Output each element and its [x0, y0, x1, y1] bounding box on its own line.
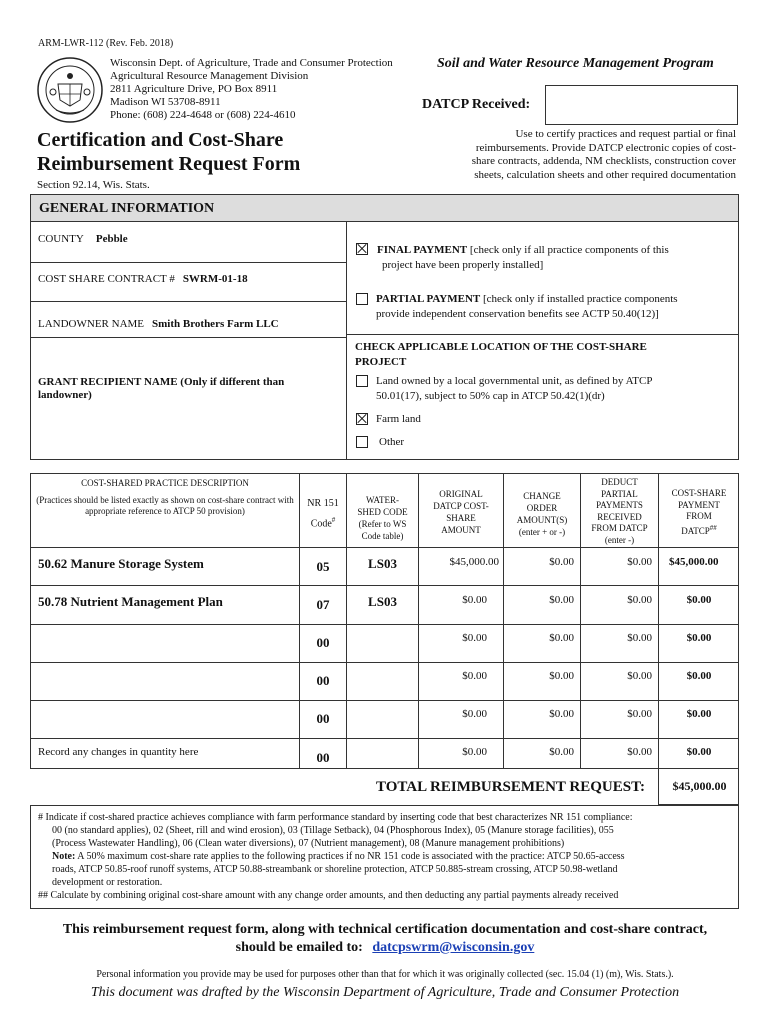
row-payment: $0.00	[686, 594, 712, 606]
row-change-order[interactable]: $0.00	[549, 594, 574, 606]
agency-address1: 2811 Agriculture Drive, PO Box 8911	[110, 83, 278, 95]
row-original[interactable]: $0.00	[462, 708, 487, 720]
email-link[interactable]: datcpswrm@wisconsin.gov	[372, 940, 535, 955]
privacy-notice: Personal information you provide may be used for purposes other than that for which it was originally collected (sec. 15.04 (1) (m), Wis. Stats.).	[96, 969, 674, 980]
form-title-line1: Certification and Cost-Share	[37, 129, 284, 151]
row-payment: $0.00	[686, 746, 712, 758]
agency-division: Agricultural Resource Management Division	[110, 70, 309, 82]
row-deduct[interactable]: $0.00	[627, 746, 652, 758]
farm-land-label: Farm land	[376, 413, 421, 425]
row-deduct[interactable]: $0.00	[627, 594, 652, 606]
total-value: $45,000.00	[672, 779, 727, 793]
row-nr151[interactable]: 07	[316, 597, 330, 612]
final-payment-label-2: project have been properly installed]	[382, 259, 544, 271]
watershed-header: WATER- SHED CODE (Refer to WS Code table)	[357, 495, 408, 541]
grant-recipient-field[interactable]: GRANT RECIPIENT NAME (Only if different than landowner)	[38, 376, 285, 401]
final-payment-label: FINAL PAYMENT [check only if all practice components of this	[377, 244, 669, 256]
local-gov-label: Land owned by a local governmental unit, as defined by ATCP 50.01(17), subject to 50% cap in ATCP 50.42(1)(dr)	[376, 375, 653, 402]
contract-field[interactable]: COST SHARE CONTRACT # SWRM-01-18	[38, 273, 248, 285]
row-original[interactable]: $0.00	[462, 632, 487, 644]
row-nr151[interactable]: 00	[316, 750, 330, 765]
agency-phone: Phone: (608) 224-4648 or (608) 224-4610	[110, 109, 296, 121]
row-deduct[interactable]: $0.00	[627, 708, 652, 720]
row-change-order[interactable]: $0.00	[549, 670, 574, 682]
location-header: CHECK APPLICABLE LOCATION OF THE COST-SHARE PROJECT	[355, 341, 647, 368]
row-nr151[interactable]: 00	[316, 711, 330, 726]
program-name: Soil and Water Resource Management Program	[437, 56, 714, 71]
form-id: ARM-LWR-112 (Rev. Feb. 2018)	[38, 38, 174, 49]
row-change-order[interactable]: $0.00	[549, 632, 574, 644]
row-deduct[interactable]: $0.00	[627, 670, 652, 682]
row-payment: $0.00	[686, 632, 712, 644]
row-payment: $0.00	[686, 708, 712, 720]
row-payment: $0.00	[686, 670, 712, 682]
received-stamp-box[interactable]	[545, 85, 738, 125]
footer-line2: should be emailed to: datcpswrm@wisconsin.gov	[235, 940, 535, 955]
other-checkbox[interactable]	[356, 436, 368, 448]
row-watershed[interactable]: LS03	[368, 594, 397, 609]
payment-header: COST-SHARE PAYMENT FROM DATCP##	[671, 488, 727, 536]
drafted-by: This document was drafted by the Wisconsin Department of Agriculture, Trade and Consumer Protection	[90, 985, 680, 1000]
footer-line1: This reimbursement request form, along with technical certification documentation and cost-share contract,	[62, 922, 708, 937]
row-desc[interactable]: 50.78 Nutrient Management Plan	[38, 594, 223, 609]
received-label: DATCP Received:	[422, 97, 531, 112]
row-nr151[interactable]: 00	[316, 673, 330, 688]
general-info-header: GENERAL INFORMATION	[30, 194, 739, 222]
farm-land-checkbox[interactable]	[356, 413, 368, 425]
row-payment: $45,000.00	[669, 556, 719, 568]
row-deduct[interactable]: $0.00	[627, 632, 652, 644]
row-change-order[interactable]: $0.00	[549, 556, 574, 568]
row-nr151[interactable]: 05	[316, 559, 330, 574]
form-title-line2: Reimbursement Request Form	[37, 153, 301, 175]
total-label: TOTAL REIMBURSEMENT REQUEST:	[376, 779, 645, 795]
row-original[interactable]: $0.00	[462, 670, 487, 682]
change-order-header: CHANGE ORDER AMOUNT(S) (enter + or -)	[516, 491, 568, 537]
row-original[interactable]: $45,000.00	[449, 556, 499, 568]
statute-reference: Section 92.14, Wis. Stats.	[37, 179, 150, 191]
partial-payment-label-2: provide independent conservation benefits see ACTP 50.40(12)]	[376, 308, 659, 320]
local-gov-checkbox[interactable]	[356, 375, 368, 387]
other-label: Other	[379, 436, 405, 448]
instructions: Use to certify practices and request partial or final reimbursements. Provide DATCP electronic copies of cost- share contracts, addenda, NM checklists, construction cover sheets, calculation sheets and other required documentation	[471, 128, 736, 181]
row-deduct[interactable]: $0.00	[627, 556, 652, 568]
row-watershed[interactable]: LS03	[368, 556, 397, 571]
agency-name: Wisconsin Dept. of Agriculture, Trade and Consumer Protection	[110, 57, 393, 69]
partial-payment-checkbox[interactable]	[356, 293, 368, 305]
original-amount-header: ORIGINAL DATCP COST- SHARE AMOUNT	[433, 489, 489, 535]
deduct-header: DEDUCT PARTIAL PAYMENTS RECEIVED FROM DATCP (enter -)	[591, 477, 648, 545]
row-desc[interactable]: Record any changes in quantity here	[38, 746, 199, 758]
row-change-order[interactable]: $0.00	[549, 746, 574, 758]
nr151-header: NR 151 Code#	[307, 498, 339, 530]
final-payment-checkbox[interactable]	[356, 243, 368, 255]
agency-address2: Madison WI 53708-8911	[110, 96, 221, 108]
notes: # Indicate if cost-shared practice achieves compliance with farm performance standard by inserting code that best characterizes NR 151 compliance: 00 (no standard applies), 02 (Sheet, rill and wind erosion), 03 (Tillage Setback), 04 (Phosphorous Index), 05 (Manure storage facilities), 055 (Process Wastewater Handling), 06 (Clean water diversions), 07 (Nutrient management), 08 (Manure management prohibitions) Note: A 50% maximum cost-share rate applies to the following practices if no NR 151 code is associated with the practice: ATCP 50.65-access roads, ATCP 50.85-roof runoff systems, ATCP 50.88-streambank or shoreline protection, ATCP 50.885-stream crossing, ATCP 50.98-wetland development or restoration. ## Calculate by combining original cost-share amount with any change order amounts, and then deducting any partial payments already received	[38, 812, 633, 901]
row-nr151[interactable]: 00	[316, 635, 330, 650]
partial-payment-label: PARTIAL PAYMENT [check only if installed practice components	[376, 293, 678, 305]
county-field[interactable]: COUNTY Pebble	[38, 233, 128, 245]
row-change-order[interactable]: $0.00	[549, 708, 574, 720]
wisconsin-seal-icon	[36, 56, 104, 124]
row-original[interactable]: $0.00	[462, 746, 487, 758]
total-box	[658, 769, 739, 805]
row-desc[interactable]: 50.62 Manure Storage System	[38, 556, 204, 571]
landowner-field[interactable]: LANDOWNER NAME Smith Brothers Farm LLC	[38, 318, 279, 330]
desc-header: COST-SHARED PRACTICE DESCRIPTION (Practices should be listed exactly as shown on cost-share contract with appropriate reference to ATCP 50 provision)	[36, 478, 294, 516]
row-original[interactable]: $0.00	[462, 594, 487, 606]
